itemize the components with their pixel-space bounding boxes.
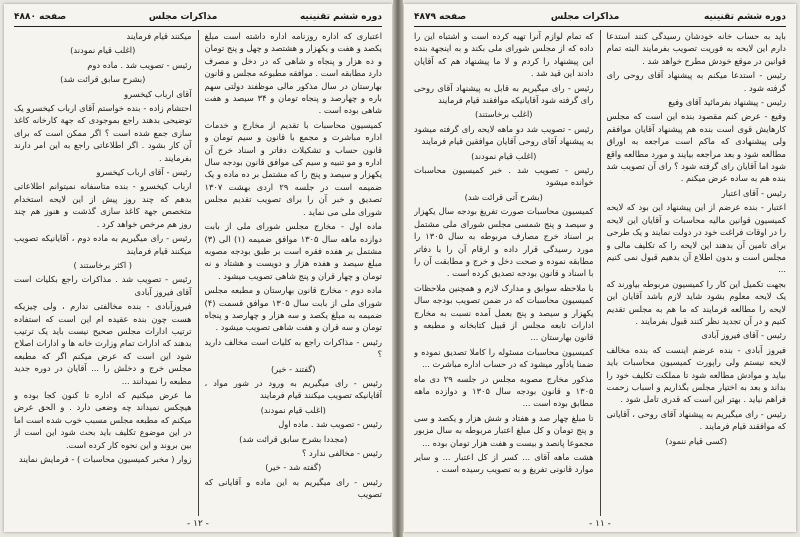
paragraph: با ملاحظه سوابق و مدارک لازم و همچنین ملاحظات کمیسیون محاسبات که در ضمن تصویب بودجه سال یکهزار و سیصد و پنج بعمل آمده نسبت به مخارج ادارات تابعه مجلس از قبیل کتابخانه و مطبعه و قانون بهارستان ... [414, 282, 594, 343]
right-header-volume: دوره ششم تقنینیه [703, 12, 786, 22]
stage-direction: (کسی قیام ننمود) [665, 435, 728, 446]
paragraph: رئیس - پیشنهاد بفرمائید آقای وفیع [668, 97, 786, 108]
paragraph: رئیس - مخالفی ندارد ؟ [302, 448, 382, 458]
paragraph: رئیس - رای میگیریم به ماده دوم ، آقایانیکه تصویب میکنند قیام فرمایند [14, 233, 192, 256]
paragraph: زوار ( مخبر کمیسیون محاسبات ) - فرمایش نمایند [18, 454, 192, 464]
left-header-title: مذاکرات مجلس [148, 12, 218, 22]
stage-direction: (بشرح سابق قرائت شد) [60, 74, 146, 85]
stage-direction: (اغلب قیام نمودند) [70, 45, 136, 56]
paragraph: کمیسیون محاسبات مسئوله را کاملا تصدیق نموده و ضمنا یادآور میشود که در حساب اداره مباشرت ... [414, 346, 594, 370]
left-page-column-left [14, 30, 192, 516]
paragraph: اعتبار - بنده عرضم از این پیشنهاد این بود که لایحه کمیسیون قوانین مالیه محاسبات و آقایان این لایحه را در اوقات فراغت خود در دولت نمایند و یک طرحی برای تامین آن بدهند این لایحه را که تکلیف مالی و مجلس است و بدون اطلاع آن بدهیم قبول نمی کنیم ... [606, 202, 786, 275]
paragraph: باید به حساب خانه خودشان رسیدگی کنند استدعا دارم این لایحه به فوریت تصویب بفرمایند البته تمام قوانین در موقع خودش مطرح خواهد شد . [606, 31, 786, 66]
paragraph: تا مبلغ چهار صد و هفتاد و شش هزار و یکصد و سی و پنج تومان و کل مبلغ اعتبار مربوطه به سال مزبور مجموعا پانصد و بیست و هفت هزار تومان بوده ... [414, 412, 594, 448]
paragraph: آقای ارباب کیخسرو [124, 88, 192, 99]
paragraph: ارباب کیخسرو - بنده متاسفانه نمیتوانم اطلاعاتی بدهم که چند روز پیش از این لایحه استخدام متخصص جهة کاغذ سازی گذشت و هنوز هم چند روز هم مرخص خواهد کرد . [14, 181, 192, 229]
paragraph: رئیس - رای میگیریم به پیشنهاد آقای روحی ، آقایانی که موافقند قیام فرمایند . [606, 408, 786, 432]
stage-direction: ( اکثر برخاستند ) [73, 259, 133, 270]
paragraph: که تمام لوازم آنرا تهیه کرده است و اشتباه این را داده که از مجلس شورای ملی بکند و به اینجهة بنده این پیشنهاد را کردم و لا ما پیشنهاد هم که آقایان دادند این قید شد . [414, 31, 594, 79]
left-page-header [14, 10, 382, 27]
right-page [404, 4, 796, 532]
paragraph: رئیس - آقای اعتبار [721, 187, 786, 198]
left-page [4, 4, 392, 532]
paragraph: رئیس - مذاکرات راجع به کلیات است مخالف دارید ؟ [204, 336, 382, 360]
left-page-footer: - ۱۲ - [187, 519, 209, 529]
paragraph: وفیع - عرض کنم مقصود بنده این است که مجلس کارهایش قوی است بنده هم پیشنهاد آقایان موافقم ولی پیشنهادی که ماکم است مراجعه به اوراق مطالعه شود و بعد مراجعه بیایند و مورد مطالعه واقع شود اما آقایان رای گرفته شود ؟ رای آن تصویب شد بنده هم به ساده عرض میکنم . [606, 111, 786, 184]
right-header-title: مذاکرات مجلس [550, 12, 620, 22]
stage-direction: (گفتند - خیر) [271, 363, 316, 374]
stage-direction: (مجددا بشرح سابق قرائت شد) [239, 433, 348, 444]
left-page-body [14, 30, 382, 516]
paragraph: رئیس - استدعا میکنم به پیشنهاد آقای روحی رای گرفته شود . [606, 70, 786, 93]
paragraph: رئیس - رای میگیریم به این ماده و آقایانی که تصویب [204, 476, 382, 500]
paragraph: کمیسیون محاسبات با تقدیم از مخارج و خدمات اداره مباشرت و مجمع با قانون و سیم تومان و قانون حساب و تشکیلات دفاتر و اسناد خرج آن اداره و مو تنبیه و سیم کی موافق قانون بودجه سال یکهزار و سیصد و پنج را که مشتمل بر ده ماده و یک ضمیمه است در جلسه ۲۹ اردی بهشت ۱۳۰۷ تصدیق و خبر آن را برای تصویب تقدیم مجلس شورای ملی می نماید . [204, 119, 382, 217]
paragraph: رئیس - آقای ارباب کیخسرو [96, 167, 192, 178]
paragraph: رئیس - تصویب شد . خبر کمیسیون محاسبات خوانده میشود [414, 165, 594, 188]
right-page-footer: - ۱۱ - [589, 519, 611, 529]
stage-direction: (اغلب قیام نمودند) [471, 150, 537, 161]
paragraph: رئیس - تصویب شد دو ماهه لایحه رای گرفته میشود به پیشنهاد آقای روحی آقایان موافقین قیام فرمایند [414, 123, 594, 147]
paragraph: ماده دوم - مخارج قانون بهارستان و مطبعه مجلس شورای ملی از بابت سال ۱۳۰۵ موافق قسمت (۴) ضمیمه به مبلغ یکصد و سه هزار و چهارصد و پنجاه تومان و سه قران و هفت شاهی تصویب میشود . [204, 285, 382, 333]
paragraph: احتشام زاده - بنده خواستم آقای ارباب کیخسرو یک توضیحی بدهند راجع بموجودی که جهة کارخانه کاغذ سازی جمع شده است ؟ اگر ممکن است که برای آن کار بشود . اگر اطلاعاتی راجع به این امر دارند بفرمایند . [14, 103, 192, 163]
paragraph: فیروز آبادی - بنده عرضم اینست که بنده مخالف لایحه نیستم ولی راپورت کمیسیون محاسبات باید بیاید و موادش مطالعه شود تا مملکت تکلیف خود را بداند و بعد به اختیار مجلس بگذاریم و اسباب زحمت فراهم نیاید . بهتر این است که قدری تامل شود . [606, 344, 786, 405]
book-gutter [393, 0, 403, 537]
stage-direction: (اغلب برخاستند) [474, 109, 533, 120]
right-page-header [414, 10, 786, 27]
paragraph: ما عرض میکنیم که اداره تا کنون کجا بوده و هیچکس نمیداند چه وضعی دارد . و الحق عرض میکنم که مطبعه مجلس مسبب خوب شده است اما در این موضوع تکلیف باید بحث شود این است از بین بروند و این نحوه کار کرده است. [14, 389, 192, 450]
paragraph: رئیس - رای میگیریم به قابل به پیشنهاد آقای روحی رای گرفته شود آقایانیکه موافقند قیام فرمایند [414, 82, 594, 106]
paragraph: فیروزآبادی - بنده مخالفتی ندارم ، ولی چیزیکه هست چون بنده عقیده ام این است که استفاده ترتیب ادارات مجلس صحیح نیست باید یک ترتیب بدهند که ادارات تمام وزارت خانه ها و ادارات اصلاح شود این است که عرض میکنم اگر که مطبعه مجلس خرج و دخلش را ... آقایان در دوره جدید مطبعه را نمیدانند ... [14, 301, 192, 386]
column-divider [600, 30, 601, 516]
left-header-volume: دوره ششم تقنینیه [299, 12, 382, 22]
paragraph: مذکور مخارج مصوبه مجلس در جلسه ۲۹ دی ماه ۱۳۰۵ و قانون بودجه سال ۱۳۰۵ و دوازده ماهه مطابق بوده است ... [414, 373, 594, 409]
paragraph: هشت ماهه آقای ... کسر از کل اعتبار ... و سایر موارد قانونی تفریغ و به تصویب رسیده است . [414, 452, 594, 475]
right-header-page-number: صفحه ۴۸۷۹ [414, 12, 467, 22]
right-page-column-left [414, 30, 594, 516]
left-page-column-right [205, 30, 383, 516]
column-divider [198, 30, 199, 516]
paragraph: بجهت تکمیل این کار را کمیسیون مربوطه بیاورند که یک لایحه معلوم بشود شاید لازم باشد آقایان این لایحه را مطالعه فرمایند که ما هم به مجلس تقدیم کنیم و در آن تجدید نظر کنند قبول بفرمایند . [606, 278, 786, 326]
stage-direction: (اغلب قیام نمودند) [260, 404, 326, 415]
right-page-body [414, 30, 786, 516]
paragraph: رئیس - رای میگیریم به ورود در شور مواد ، آقایانیکه تصویب میکنند قیام فرمایند [204, 377, 382, 401]
paragraph: میکنند قیام فرمایند [126, 31, 192, 41]
paragraph: رئیس - آقای فیروز آبادی [701, 330, 786, 341]
stage-direction: (گفته شد - خیر) [265, 462, 322, 473]
right-page-column-right [607, 30, 787, 516]
paragraph: ماده اول - مخارج مجلس شورای ملی از بابت دوازده ماهه سال ۱۳۰۵ موافق ضمیمه (۱) الی (۳) مشتمل بر هفده فقره است بر طبق بودجه مصوبه مبلغ سیصد و هفده هزار و دویست و هشتاد و نه تومان و چهار قران و پنج شاهی تصویب میشود . [204, 221, 382, 281]
stage-direction: (بشرح آتی قرائت شد) [464, 191, 543, 202]
paragraph: رئیس - تصویب شد . ماده دوم [87, 59, 192, 70]
paragraph: کمیسیون محاسبات صورت تفریغ بودجه سال یکهزار و سیصد و پنج شمسی مجلس شورای ملی مشتمل بر اسناد خرج مصارف مربوطه به سال ۱۳۰۵ را مورد رسیدگی قرار داده و ارقام آن را با دفاتر مطابقه نموده و صحت دخل و خرج و مطابقت آن را با اسناد و قانون بودجه تصدیق کرده است . [414, 206, 594, 279]
paragraph: رئیس - تصویب شد . ماده اول [278, 419, 382, 430]
paragraph: اعتباری که اداره روزنامه اداره داشته است مبلغ یکصد و هفت و یکهزار و هشتصد و چهل و پنج تومان و ده هزار و پنجاه و شاهی که در دخل و مصرف دارد مطابقه است . موافقه مطبوعه مجلس و قانون بهارستان در سال مذکور مالی موظفند دولتی سهم باره و چهارصد و پنجاه تومان و ۳۴ سیصد و هفت شاهی بوده است . [204, 31, 382, 116]
left-header-page-number: صفحه ۴۸۸۰ [14, 12, 67, 22]
paragraph: رئیس - تصویب شد . مذاکرات راجع بکلیات است آقای فیروز آبادی [14, 274, 192, 297]
